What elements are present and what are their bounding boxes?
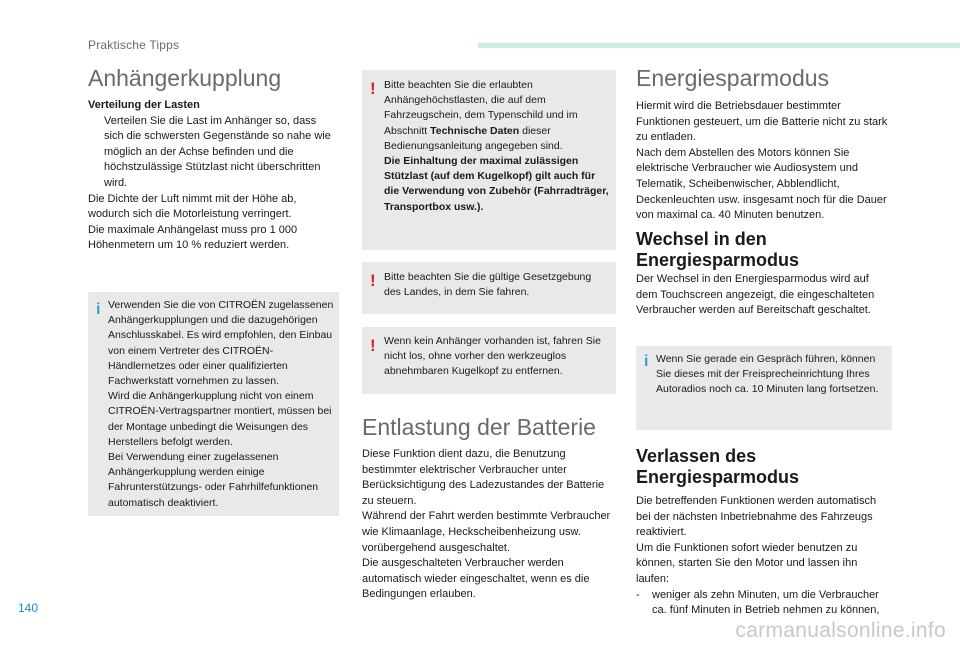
heading-exit-economy bbox=[636, 446, 892, 488]
info-paragraph: Verwenden Sie die von CITROËN zugelassenen Anhängerkupplungen und die dazugehörigen Anschlusskabel. Es wird empfohlen, den Einbau von einem Vertreter des CITROËN-Händlernetzes oder einer qualifizierten Fachwerkstatt vornehmen zu lassen. bbox=[108, 299, 334, 388]
bullet-marker bbox=[88, 114, 104, 192]
paragraph-economy-5: Um die Funktionen sofort wieder benutzen zu können, starten Sie den Motor und lassen ihn laufen: bbox=[636, 541, 858, 585]
paragraph-battery-1: Diese Funktion dient dazu, die Benutzung bestimmter elektrischer Verbraucher unter Berücksichtigung des Ladezustandes der Batterie zu steuern. bbox=[362, 448, 605, 507]
section-economy-body bbox=[636, 99, 892, 224]
heading-line: Energiesparmodus bbox=[636, 467, 800, 487]
info-paragraph: Wird die Anhängerkupplung nicht von einem CITROËN-Vertragspartner montiert, müssen bei der Montage unbedingt die Weisungen des Herstellers befolgt werden. bbox=[108, 390, 332, 448]
paragraph-economy-1: Hiermit wird die Betriebsdauer bestimmter Funktionen gesteuert, um die Batterie nicht zu stark zu entladen. bbox=[636, 100, 888, 144]
title-towbar: Anhängerkupplung bbox=[88, 65, 282, 91]
warning-text-part: Bitte beachten Sie die erlaubten Anhängehöchstlasten, die auf dem Fahrzeugschein, dem Typenschild und im Abschnitt bbox=[384, 79, 578, 137]
info-icon: i bbox=[644, 353, 649, 370]
running-header: Praktische Tipps bbox=[88, 38, 180, 52]
header-accent-bar bbox=[478, 43, 960, 48]
subhead-load-distribution: Verteilung der Lasten bbox=[88, 99, 200, 111]
warning-bold-text: Die Einhaltung der maximal zulässigen Stützlast (auf dem Kugelkopf) gilt auch für die Verwendung von Zubehör (Fahrradträger, Transportbox usw.). bbox=[384, 155, 609, 213]
info-box-towbar bbox=[88, 292, 339, 516]
paragraph-economy-2: Nach dem Abstellen des Motors können Sie elektrische Verbraucher wie Audiosystem und Telematik, Scheibenwischer, Abblendlicht, Deckenleuchten usw. insgesamt noch für die Dauer von maximal ca. 40 Minuten benutzen. bbox=[636, 146, 887, 222]
info-text-towbar bbox=[108, 298, 334, 511]
info-paragraph: Bei Verwendung einer zugelassenen Anhängerkupplung werden einige Fahrunterstützungs- oder Fahrhilfefunktionen automatisch deaktiviert. bbox=[108, 451, 319, 509]
page-number: 140 bbox=[18, 601, 39, 615]
section-battery-body bbox=[362, 447, 616, 603]
warning-box-towball bbox=[362, 327, 616, 394]
warning-text-max-loads bbox=[384, 78, 610, 215]
title-economy-mode: Energiesparmodus bbox=[636, 65, 830, 91]
title-battery-relief: Entlastung der Batterie bbox=[362, 414, 596, 440]
section-battery bbox=[362, 413, 616, 441]
heading-line: Wechsel in den bbox=[636, 229, 767, 249]
paragraph-air-density: Die Dichte der Luft nimmt mit der Höhe ab, wodurch sich die Motorleistung verringert. bbox=[88, 192, 297, 221]
warning-icon: ! bbox=[370, 79, 376, 98]
bullet-text: Verteilen Sie die Last im Anhänger so, dass sich die schwersten Gegenstände so nahe wie möglich an der Achse befinden und die höchstzulässige Stützlast nicht überschritten wird. bbox=[104, 114, 331, 189]
dash-text: weniger als zehn Minuten, um die Verbraucher ca. fünf Minuten in Betrieb nehmen zu können, bbox=[652, 588, 880, 617]
watermark-text: carmanualsonline.info bbox=[735, 619, 946, 642]
warning-box-max-loads bbox=[362, 70, 616, 250]
warning-icon: ! bbox=[370, 271, 376, 290]
heading-enter-economy bbox=[636, 229, 892, 271]
dash-list-item bbox=[636, 588, 892, 619]
section-exit-economy-body bbox=[636, 494, 892, 619]
paragraph-economy-4: Die betreffenden Funktionen werden automatisch bei der nächsten Inbetriebnahme des Fahrzeugs reaktiviert. bbox=[636, 495, 877, 539]
paragraph-battery-3: Die ausgeschalteten Verbraucher werden automatisch wieder eingeschaltet, wenn es die Bedingungen erlauben. bbox=[362, 557, 590, 601]
paragraph-economy-3: Der Wechsel in den Energiesparmodus wird auf dem Touchscreen angezeigt, die eingeschalteten Verbraucher werden auf Bereitschaft geschaltet. bbox=[636, 273, 875, 317]
warning-text-part: dieser Bedienungsanleitung angegeben sind. bbox=[384, 124, 563, 152]
heading-line: Energiesparmodus bbox=[636, 250, 800, 270]
bullet-item bbox=[88, 114, 338, 192]
column-towbar-body bbox=[88, 98, 338, 254]
column-towbar bbox=[88, 64, 338, 92]
info-box-phone-call bbox=[636, 346, 892, 430]
info-text-phone-call: Wenn Sie gerade ein Gespräch führen, können Sie dieses mit der Freisprecheinrichtung Ihres Autoradios noch ca. 10 Minuten lang fortsetzen. bbox=[656, 353, 879, 396]
paragraph-enter-economy bbox=[636, 272, 892, 319]
warning-box-legislation bbox=[362, 262, 616, 314]
warning-bold-reference: Technische Daten bbox=[430, 124, 520, 137]
section-economy-mode bbox=[636, 64, 892, 92]
warning-text-towball: Wenn kein Anhänger vorhanden ist, fahren Sie nicht los, ohne vorher den werkzeuglos abnehmbaren Kugelkopf zu entfernen. bbox=[384, 335, 601, 378]
warning-icon: ! bbox=[370, 336, 376, 355]
paragraph-max-trailer-load: Die maximale Anhängelast muss pro 1 000 Höhenmetern um 10 % reduziert werden. bbox=[88, 223, 298, 252]
info-icon: i bbox=[96, 301, 101, 318]
heading-line: Verlassen des bbox=[636, 446, 757, 466]
paragraph-battery-2: Während der Fahrt werden bestimmte Verbraucher wie Klimaanlage, Heckscheibenheizung usw. vorübergehend ausgeschaltet. bbox=[362, 510, 611, 554]
dash-marker: - bbox=[636, 588, 640, 601]
warning-text-legislation: Bitte beachten Sie die gültige Gesetzgebung des Landes, in dem Sie fahren. bbox=[384, 271, 592, 299]
